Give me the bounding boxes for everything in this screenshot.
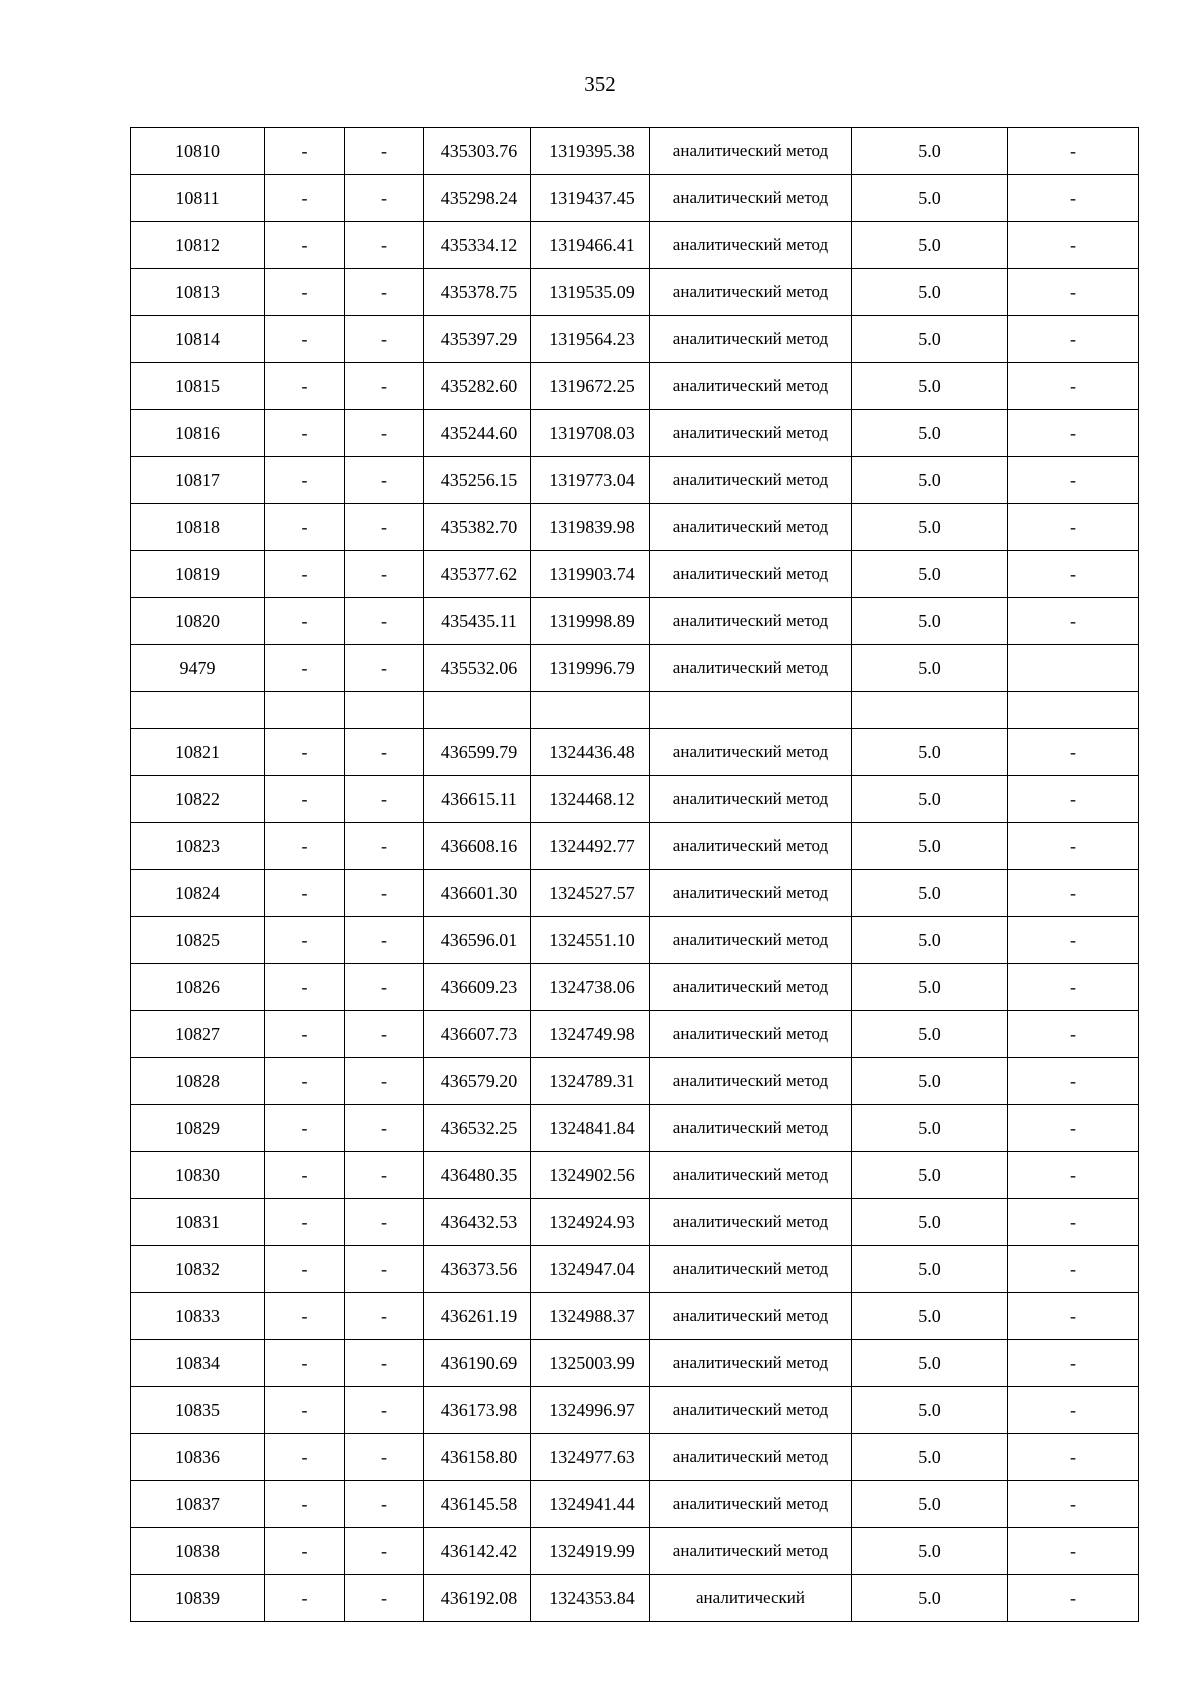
column-3-cell: - <box>345 222 424 269</box>
column-8-cell: - <box>1008 1434 1139 1481</box>
column-2-cell: - <box>265 1575 345 1622</box>
method-cell: аналитический метод <box>650 645 852 692</box>
method-cell: аналитический метод <box>650 870 852 917</box>
accuracy-cell: 5.0 <box>852 1293 1008 1340</box>
accuracy-cell: 5.0 <box>852 1340 1008 1387</box>
y-coordinate-cell: 1324789.31 <box>531 1058 650 1105</box>
x-coordinate-cell: 435303.76 <box>424 128 531 175</box>
column-8-cell: - <box>1008 222 1139 269</box>
y-coordinate-cell: 1324738.06 <box>531 964 650 1011</box>
column-2-cell: - <box>265 128 345 175</box>
method-cell: аналитический метод <box>650 1058 852 1105</box>
column-3-cell: - <box>345 457 424 504</box>
column-3-cell: - <box>345 1387 424 1434</box>
accuracy-cell: 5.0 <box>852 964 1008 1011</box>
method-cell: аналитический метод <box>650 175 852 222</box>
column-3-cell: - <box>345 1434 424 1481</box>
column-8-cell: - <box>1008 729 1139 776</box>
accuracy-cell: 5.0 <box>852 316 1008 363</box>
column-2-cell: - <box>265 410 345 457</box>
accuracy-cell: 5.0 <box>852 551 1008 598</box>
method-cell: аналитический метод <box>650 1387 852 1434</box>
point-number-cell: 10827 <box>131 1011 265 1058</box>
empty-cell <box>852 692 1008 729</box>
column-8-cell: - <box>1008 870 1139 917</box>
y-coordinate-cell: 1324941.44 <box>531 1481 650 1528</box>
column-8-cell: - <box>1008 1199 1139 1246</box>
table-row <box>131 363 1139 410</box>
x-coordinate-cell: 436190.69 <box>424 1340 531 1387</box>
x-coordinate-cell: 435378.75 <box>424 269 531 316</box>
point-number-cell: 10831 <box>131 1199 265 1246</box>
method-cell: аналитический <box>650 1575 852 1622</box>
accuracy-cell: 5.0 <box>852 729 1008 776</box>
x-coordinate-cell: 436261.19 <box>424 1293 531 1340</box>
y-coordinate-cell: 1324924.93 <box>531 1199 650 1246</box>
y-coordinate-cell: 1319773.04 <box>531 457 650 504</box>
y-coordinate-cell: 1319466.41 <box>531 222 650 269</box>
x-coordinate-cell: 436192.08 <box>424 1575 531 1622</box>
column-3-cell: - <box>345 964 424 1011</box>
accuracy-cell: 5.0 <box>852 1434 1008 1481</box>
x-coordinate-cell: 436145.58 <box>424 1481 531 1528</box>
column-8-cell: - <box>1008 128 1139 175</box>
column-2-cell: - <box>265 1105 345 1152</box>
method-cell: аналитический метод <box>650 1293 852 1340</box>
y-coordinate-cell: 1324468.12 <box>531 776 650 823</box>
accuracy-cell: 5.0 <box>852 1058 1008 1105</box>
column-3-cell: - <box>345 1528 424 1575</box>
column-8-cell: - <box>1008 1293 1139 1340</box>
x-coordinate-cell: 436173.98 <box>424 1387 531 1434</box>
column-3-cell: - <box>345 598 424 645</box>
column-3-cell: - <box>345 870 424 917</box>
y-coordinate-cell: 1324492.77 <box>531 823 650 870</box>
column-3-cell: - <box>345 1058 424 1105</box>
x-coordinate-cell: 436532.25 <box>424 1105 531 1152</box>
accuracy-cell: 5.0 <box>852 1528 1008 1575</box>
y-coordinate-cell: 1324551.10 <box>531 917 650 964</box>
column-2-cell: - <box>265 729 345 776</box>
column-3-cell: - <box>345 363 424 410</box>
y-coordinate-cell: 1319437.45 <box>531 175 650 222</box>
column-2-cell: - <box>265 222 345 269</box>
column-3-cell: - <box>345 410 424 457</box>
accuracy-cell: 5.0 <box>852 363 1008 410</box>
method-cell: аналитический метод <box>650 1152 852 1199</box>
table-row <box>131 175 1139 222</box>
column-8-cell: - <box>1008 823 1139 870</box>
method-cell: аналитический метод <box>650 551 852 598</box>
empty-cell <box>531 692 650 729</box>
column-3-cell: - <box>345 551 424 598</box>
separator-row <box>131 692 1139 729</box>
table-row <box>131 823 1139 870</box>
column-8-cell: - <box>1008 363 1139 410</box>
column-3-cell: - <box>345 1246 424 1293</box>
y-coordinate-cell: 1324919.99 <box>531 1528 650 1575</box>
table-row <box>131 1575 1139 1622</box>
column-3-cell: - <box>345 1481 424 1528</box>
method-cell: аналитический метод <box>650 917 852 964</box>
method-cell: аналитический метод <box>650 410 852 457</box>
x-coordinate-cell: 435382.70 <box>424 504 531 551</box>
y-coordinate-cell: 1319708.03 <box>531 410 650 457</box>
accuracy-cell: 5.0 <box>852 504 1008 551</box>
column-3-cell: - <box>345 776 424 823</box>
x-coordinate-cell: 435397.29 <box>424 316 531 363</box>
table-row <box>131 128 1139 175</box>
table-row <box>131 776 1139 823</box>
column-3-cell: - <box>345 1575 424 1622</box>
column-8-cell: - <box>1008 504 1139 551</box>
accuracy-cell: 5.0 <box>852 1105 1008 1152</box>
point-number-cell: 10816 <box>131 410 265 457</box>
x-coordinate-cell: 436601.30 <box>424 870 531 917</box>
point-number-cell: 10829 <box>131 1105 265 1152</box>
point-number-cell: 10810 <box>131 128 265 175</box>
accuracy-cell: 5.0 <box>852 1199 1008 1246</box>
column-3-cell: - <box>345 1105 424 1152</box>
table-row <box>131 1293 1139 1340</box>
accuracy-cell: 5.0 <box>852 1387 1008 1434</box>
x-coordinate-cell: 436607.73 <box>424 1011 531 1058</box>
column-8-cell: - <box>1008 1340 1139 1387</box>
column-2-cell: - <box>265 1058 345 1105</box>
column-2-cell: - <box>265 1293 345 1340</box>
column-3-cell: - <box>345 175 424 222</box>
accuracy-cell: 5.0 <box>852 776 1008 823</box>
y-coordinate-cell: 1324527.57 <box>531 870 650 917</box>
column-2-cell: - <box>265 504 345 551</box>
column-8-cell: - <box>1008 551 1139 598</box>
x-coordinate-cell: 436596.01 <box>424 917 531 964</box>
point-number-cell: 10830 <box>131 1152 265 1199</box>
x-coordinate-cell: 436599.79 <box>424 729 531 776</box>
table-row <box>131 645 1139 692</box>
accuracy-cell: 5.0 <box>852 410 1008 457</box>
column-2-cell: - <box>265 917 345 964</box>
y-coordinate-cell: 1319839.98 <box>531 504 650 551</box>
column-3-cell: - <box>345 504 424 551</box>
column-2-cell: - <box>265 645 345 692</box>
point-number-cell: 10813 <box>131 269 265 316</box>
column-2-cell: - <box>265 316 345 363</box>
method-cell: аналитический метод <box>650 1481 852 1528</box>
table-row <box>131 269 1139 316</box>
method-cell: аналитический метод <box>650 222 852 269</box>
point-number-cell: 10833 <box>131 1293 265 1340</box>
accuracy-cell: 5.0 <box>852 128 1008 175</box>
y-coordinate-cell: 1324947.04 <box>531 1246 650 1293</box>
table-row <box>131 598 1139 645</box>
y-coordinate-cell: 1319564.23 <box>531 316 650 363</box>
point-number-cell: 10826 <box>131 964 265 1011</box>
column-8-cell: - <box>1008 598 1139 645</box>
method-cell: аналитический метод <box>650 776 852 823</box>
empty-cell <box>650 692 852 729</box>
table-row <box>131 964 1139 1011</box>
column-3-cell: - <box>345 1152 424 1199</box>
method-cell: аналитический метод <box>650 363 852 410</box>
x-coordinate-cell: 435256.15 <box>424 457 531 504</box>
column-8-cell: - <box>1008 1387 1139 1434</box>
column-3-cell: - <box>345 645 424 692</box>
method-cell: аналитический метод <box>650 1105 852 1152</box>
point-number-cell: 10819 <box>131 551 265 598</box>
table-row <box>131 729 1139 776</box>
column-8-cell: - <box>1008 457 1139 504</box>
y-coordinate-cell: 1324436.48 <box>531 729 650 776</box>
column-8-cell <box>1008 645 1139 692</box>
column-8-cell: - <box>1008 1246 1139 1293</box>
table-row <box>131 1434 1139 1481</box>
table-row <box>131 1152 1139 1199</box>
x-coordinate-cell: 435334.12 <box>424 222 531 269</box>
table-row <box>131 870 1139 917</box>
column-2-cell: - <box>265 1199 345 1246</box>
column-2-cell: - <box>265 1481 345 1528</box>
column-2-cell: - <box>265 1152 345 1199</box>
x-coordinate-cell: 436609.23 <box>424 964 531 1011</box>
x-coordinate-cell: 436579.20 <box>424 1058 531 1105</box>
accuracy-cell: 5.0 <box>852 598 1008 645</box>
y-coordinate-cell: 1319998.89 <box>531 598 650 645</box>
point-number-cell: 10817 <box>131 457 265 504</box>
table-row <box>131 410 1139 457</box>
column-8-cell: - <box>1008 776 1139 823</box>
column-3-cell: - <box>345 1011 424 1058</box>
x-coordinate-cell: 436142.42 <box>424 1528 531 1575</box>
column-2-cell: - <box>265 598 345 645</box>
accuracy-cell: 5.0 <box>852 1246 1008 1293</box>
column-2-cell: - <box>265 457 345 504</box>
column-2-cell: - <box>265 1246 345 1293</box>
point-number-cell: 10836 <box>131 1434 265 1481</box>
column-2-cell: - <box>265 175 345 222</box>
column-2-cell: - <box>265 776 345 823</box>
table-row <box>131 1481 1139 1528</box>
method-cell: аналитический метод <box>650 964 852 1011</box>
column-8-cell: - <box>1008 1058 1139 1105</box>
table-row <box>131 1387 1139 1434</box>
point-number-cell: 10818 <box>131 504 265 551</box>
column-2-cell: - <box>265 1528 345 1575</box>
table-row <box>131 1246 1139 1293</box>
column-8-cell: - <box>1008 1575 1139 1622</box>
accuracy-cell: 5.0 <box>852 1481 1008 1528</box>
y-coordinate-cell: 1324353.84 <box>531 1575 650 1622</box>
accuracy-cell: 5.0 <box>852 1575 1008 1622</box>
point-number-cell: 10837 <box>131 1481 265 1528</box>
column-2-cell: - <box>265 1011 345 1058</box>
accuracy-cell: 5.0 <box>852 870 1008 917</box>
accuracy-cell: 5.0 <box>852 222 1008 269</box>
column-8-cell: - <box>1008 316 1139 363</box>
empty-cell <box>131 692 265 729</box>
point-number-cell: 10811 <box>131 175 265 222</box>
column-2-cell: - <box>265 823 345 870</box>
method-cell: аналитический метод <box>650 1199 852 1246</box>
y-coordinate-cell: 1324996.97 <box>531 1387 650 1434</box>
method-cell: аналитический метод <box>650 1011 852 1058</box>
table-row <box>131 316 1139 363</box>
accuracy-cell: 5.0 <box>852 1152 1008 1199</box>
point-number-cell: 10815 <box>131 363 265 410</box>
point-number-cell: 10823 <box>131 823 265 870</box>
point-number-cell: 10821 <box>131 729 265 776</box>
x-coordinate-cell: 436615.11 <box>424 776 531 823</box>
method-cell: аналитический метод <box>650 128 852 175</box>
x-coordinate-cell: 436608.16 <box>424 823 531 870</box>
y-coordinate-cell: 1324841.84 <box>531 1105 650 1152</box>
point-number-cell: 10822 <box>131 776 265 823</box>
column-3-cell: - <box>345 1340 424 1387</box>
column-8-cell: - <box>1008 1011 1139 1058</box>
y-coordinate-cell: 1324977.63 <box>531 1434 650 1481</box>
y-coordinate-cell: 1319903.74 <box>531 551 650 598</box>
point-number-cell: 10835 <box>131 1387 265 1434</box>
point-number-cell: 10820 <box>131 598 265 645</box>
point-number-cell: 10834 <box>131 1340 265 1387</box>
method-cell: аналитический метод <box>650 457 852 504</box>
empty-cell <box>424 692 531 729</box>
table-body <box>131 128 1139 1622</box>
point-number-cell: 10828 <box>131 1058 265 1105</box>
table-row <box>131 1199 1139 1246</box>
accuracy-cell: 5.0 <box>852 645 1008 692</box>
table-row <box>131 551 1139 598</box>
x-coordinate-cell: 435435.11 <box>424 598 531 645</box>
point-number-cell: 10832 <box>131 1246 265 1293</box>
empty-cell <box>265 692 345 729</box>
accuracy-cell: 5.0 <box>852 269 1008 316</box>
x-coordinate-cell: 435282.60 <box>424 363 531 410</box>
table-row <box>131 1340 1139 1387</box>
column-8-cell: - <box>1008 964 1139 1011</box>
column-3-cell: - <box>345 269 424 316</box>
method-cell: аналитический метод <box>650 1434 852 1481</box>
point-number-cell: 10838 <box>131 1528 265 1575</box>
column-8-cell: - <box>1008 1528 1139 1575</box>
column-3-cell: - <box>345 128 424 175</box>
method-cell: аналитический метод <box>650 1528 852 1575</box>
y-coordinate-cell: 1324902.56 <box>531 1152 650 1199</box>
coordinates-table <box>130 127 1139 1622</box>
column-2-cell: - <box>265 1340 345 1387</box>
column-3-cell: - <box>345 316 424 363</box>
table-row <box>131 917 1139 964</box>
column-2-cell: - <box>265 1387 345 1434</box>
point-number-cell: 10824 <box>131 870 265 917</box>
column-2-cell: - <box>265 870 345 917</box>
method-cell: аналитический метод <box>650 823 852 870</box>
y-coordinate-cell: 1319996.79 <box>531 645 650 692</box>
empty-cell <box>345 692 424 729</box>
point-number-cell: 10839 <box>131 1575 265 1622</box>
x-coordinate-cell: 435532.06 <box>424 645 531 692</box>
empty-cell <box>1008 692 1139 729</box>
table-row <box>131 504 1139 551</box>
column-3-cell: - <box>345 1199 424 1246</box>
x-coordinate-cell: 436158.80 <box>424 1434 531 1481</box>
column-2-cell: - <box>265 363 345 410</box>
y-coordinate-cell: 1324749.98 <box>531 1011 650 1058</box>
point-number-cell: 10825 <box>131 917 265 964</box>
method-cell: аналитический метод <box>650 504 852 551</box>
y-coordinate-cell: 1319672.25 <box>531 363 650 410</box>
table-row <box>131 457 1139 504</box>
point-number-cell: 9479 <box>131 645 265 692</box>
column-8-cell: - <box>1008 917 1139 964</box>
table-row <box>131 222 1139 269</box>
x-coordinate-cell: 435298.24 <box>424 175 531 222</box>
column-2-cell: - <box>265 269 345 316</box>
column-8-cell: - <box>1008 1481 1139 1528</box>
column-3-cell: - <box>345 729 424 776</box>
method-cell: аналитический метод <box>650 269 852 316</box>
method-cell: аналитический метод <box>650 598 852 645</box>
method-cell: аналитический метод <box>650 316 852 363</box>
accuracy-cell: 5.0 <box>852 457 1008 504</box>
accuracy-cell: 5.0 <box>852 823 1008 870</box>
y-coordinate-cell: 1325003.99 <box>531 1340 650 1387</box>
column-8-cell: - <box>1008 410 1139 457</box>
column-2-cell: - <box>265 964 345 1011</box>
x-coordinate-cell: 436480.35 <box>424 1152 531 1199</box>
point-number-cell: 10814 <box>131 316 265 363</box>
method-cell: аналитический метод <box>650 1246 852 1293</box>
table-row <box>131 1105 1139 1152</box>
accuracy-cell: 5.0 <box>852 917 1008 964</box>
column-8-cell: - <box>1008 175 1139 222</box>
column-3-cell: - <box>345 917 424 964</box>
x-coordinate-cell: 436373.56 <box>424 1246 531 1293</box>
method-cell: аналитический метод <box>650 1340 852 1387</box>
method-cell: аналитический метод <box>650 729 852 776</box>
column-2-cell: - <box>265 551 345 598</box>
x-coordinate-cell: 435244.60 <box>424 410 531 457</box>
accuracy-cell: 5.0 <box>852 175 1008 222</box>
y-coordinate-cell: 1319535.09 <box>531 269 650 316</box>
column-8-cell: - <box>1008 269 1139 316</box>
column-8-cell: - <box>1008 1152 1139 1199</box>
point-number-cell: 10812 <box>131 222 265 269</box>
table-row <box>131 1528 1139 1575</box>
column-2-cell: - <box>265 1434 345 1481</box>
column-3-cell: - <box>345 823 424 870</box>
table-row <box>131 1011 1139 1058</box>
y-coordinate-cell: 1319395.38 <box>531 128 650 175</box>
x-coordinate-cell: 435377.62 <box>424 551 531 598</box>
column-3-cell: - <box>345 1293 424 1340</box>
page-number: 352 <box>584 72 616 96</box>
column-8-cell: - <box>1008 1105 1139 1152</box>
y-coordinate-cell: 1324988.37 <box>531 1293 650 1340</box>
x-coordinate-cell: 436432.53 <box>424 1199 531 1246</box>
accuracy-cell: 5.0 <box>852 1011 1008 1058</box>
table-row <box>131 1058 1139 1105</box>
